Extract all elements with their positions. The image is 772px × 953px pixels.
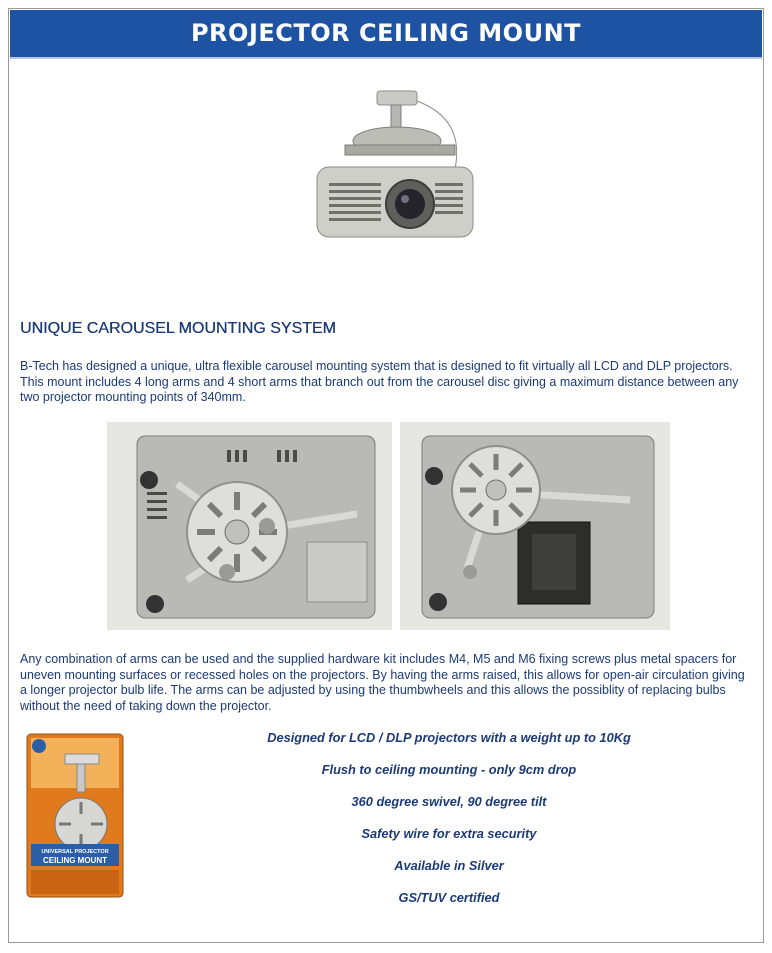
feature-item: Flush to ceiling mounting - only 9cm drop [321,762,577,777]
feature-item: Available in Silver [394,858,504,873]
page-title-banner [10,10,762,59]
package-label-line2: CEILING MOUNT [43,856,107,865]
carousel-arms-lowered-photo [107,422,392,630]
details-paragraph: Any combination of arms can be used and the supplied hardware kit includes M4, M5 and M6 fixing screws plus metal spacers for uneven mounting surfaces or recessed holes on the projectors. By having the arms raised, this allows for open-air circulation giving a longer projector bulb life. The arms can be adjusted by using the thumbwheels and this allows the possiblity of replacing bulbs without the need of taking down the projector. [20,652,745,713]
projector-mount-image [305,79,483,251]
feature-item: 360 degree swivel, 90 degree tilt [351,794,547,809]
feature-item: GS/TUV certified [398,890,500,905]
intro-paragraph: B-Tech has designed a unique, ultra flexible carousel mounting system that is designed to fit virtually all LCD and DLP projectors. This mount includes 4 long arms and 4 short arms that branch out from the carousel disc giving a maximum distance between any two projector mounting points of 340mm. [20,359,739,405]
carousel-arms-raised-photo [400,422,670,630]
feature-item: Designed for LCD / DLP projectors with a weight up to 10Kg [267,730,631,745]
page-title: PROJECTOR CEILING MOUNT [190,19,582,47]
retail-package-image [25,732,125,899]
page-frame [8,8,764,943]
package-label-line1: UNIVERSAL PROJECTOR [41,849,109,855]
feature-list [169,729,729,921]
feature-item: Safety wire for extra security [361,826,537,841]
section-heading: UNIQUE CAROUSEL MOUNTING SYSTEM [20,320,336,337]
